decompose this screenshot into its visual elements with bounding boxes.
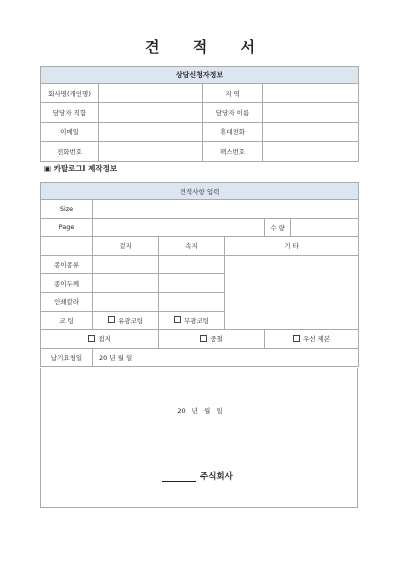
phone-label: 전화번호 [41, 142, 99, 161]
print-color-label: 인쇄칼라 [41, 292, 93, 311]
page-label: Page [41, 218, 93, 237]
priority-binding-option[interactable] [265, 330, 359, 349]
print-color-cover-field[interactable] [93, 292, 159, 311]
other-field[interactable] [225, 255, 359, 329]
print-color-inner-field[interactable] [159, 292, 225, 311]
contact-name-label: 담당자 이름 [203, 103, 263, 122]
matte-coating-option[interactable] [159, 311, 225, 330]
applicant-info-header: 상담신청자정보 [41, 67, 359, 84]
cover-label: 겉지 [93, 237, 159, 256]
checkbox-icon[interactable] [174, 316, 181, 323]
contact-name-field[interactable] [263, 103, 359, 122]
region-field[interactable] [263, 84, 359, 103]
inner-label: 속지 [159, 237, 225, 256]
section-title: ▣ 카탈로그I 제작정보 [44, 164, 118, 173]
matte-coating-text: 무광코팅 [183, 316, 210, 325]
paper-type-label: 종이종류 [41, 255, 93, 274]
blank-cell [41, 237, 93, 256]
paper-weight-cover-field[interactable] [93, 274, 159, 293]
stitch-option[interactable] [159, 330, 265, 349]
priority-binding-text: 우선 제본 [302, 335, 331, 344]
contact-title-field[interactable] [99, 103, 203, 122]
paper-type-inner-field[interactable] [159, 255, 225, 274]
region-label: 지 역 [203, 84, 263, 103]
checkbox-icon[interactable] [293, 335, 300, 342]
size-label: Size [41, 200, 93, 219]
table-row [41, 218, 359, 237]
table-row [41, 200, 359, 219]
company-signature [162, 470, 233, 482]
gloss-coating-option[interactable] [93, 311, 159, 330]
paper-type-cover-field[interactable] [93, 255, 159, 274]
table-row [41, 122, 359, 141]
contact-title-label: 담당자 직함 [41, 103, 99, 122]
email-field[interactable] [99, 122, 203, 141]
binding-text: 접지 [98, 335, 111, 344]
issue-date: 20 년 월 일 [177, 407, 223, 415]
company-name-label: 회사명(개인명) [41, 84, 99, 103]
size-field[interactable] [93, 200, 359, 219]
coating-label: 코 팅 [41, 311, 93, 330]
quantity-field[interactable] [291, 218, 359, 237]
company-name-blank[interactable] [162, 481, 196, 482]
company-name-field[interactable] [99, 84, 203, 103]
page-field[interactable] [93, 218, 265, 237]
document-title: 견 적 서 [145, 38, 269, 56]
table-row [41, 348, 359, 367]
applicant-info-table [40, 66, 359, 162]
paper-weight-label: 종이두께 [41, 274, 93, 293]
stitch-text: 중철 [210, 335, 223, 344]
checkbox-icon[interactable] [108, 316, 115, 323]
checkbox-icon[interactable] [200, 335, 207, 342]
phone-field[interactable] [99, 142, 203, 161]
table-row [41, 84, 359, 103]
quantity-label: 수 량 [265, 218, 291, 237]
table-row [41, 103, 359, 122]
email-label: 이메일 [41, 122, 99, 141]
binding-option[interactable] [41, 330, 159, 349]
signature-area [40, 368, 358, 508]
gloss-coating-text: 유광코팅 [117, 316, 144, 325]
production-info-header: 견적사항 입력 [41, 183, 359, 200]
mobile-field[interactable] [263, 122, 359, 141]
mobile-label: 휴대전화 [203, 122, 263, 141]
table-row [41, 142, 359, 161]
deadline-field[interactable]: 20 년 월 일 [93, 348, 359, 367]
paper-weight-inner-field[interactable] [159, 274, 225, 293]
other-label: 기 타 [225, 237, 359, 256]
deadline-label: 납기요청일 [41, 348, 93, 367]
production-info-table [40, 182, 359, 367]
table-row [41, 255, 359, 274]
checkbox-icon[interactable] [88, 335, 95, 342]
company-label: 주식회사 [200, 472, 233, 482]
fax-field[interactable] [263, 142, 359, 161]
table-row [41, 330, 359, 349]
fax-label: 팩스번호 [203, 142, 263, 161]
table-row [41, 237, 359, 256]
